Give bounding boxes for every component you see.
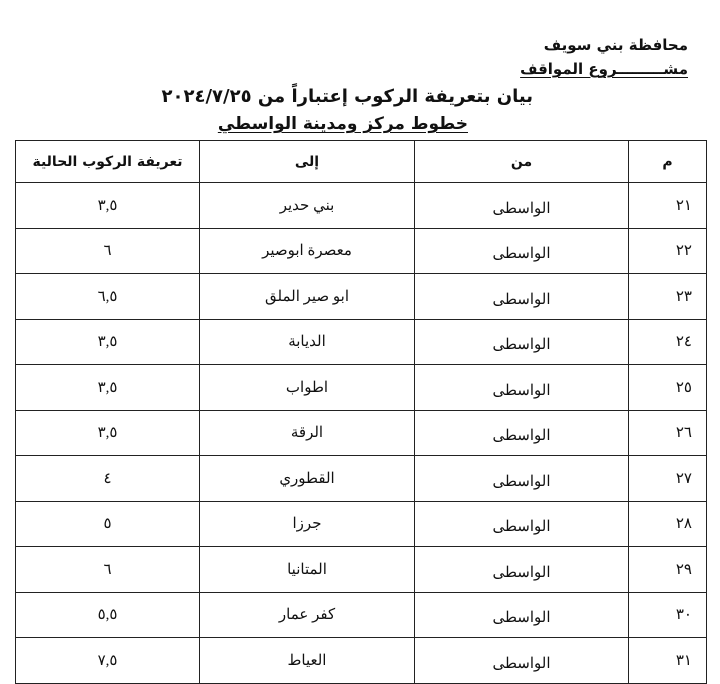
to-cell: المتانيا — [200, 547, 415, 593]
fare-cell: ٥,٥ — [16, 592, 200, 638]
table-row — [16, 319, 707, 365]
table-row — [16, 456, 707, 502]
fare-cell: ٣,٥ — [16, 319, 200, 365]
from-cell: الواسطى — [415, 228, 629, 274]
row-number-cell: ٢٥ — [629, 365, 707, 411]
fare-cell: ٣,٥ — [16, 183, 200, 229]
from-cell: الواسطى — [415, 501, 629, 547]
fare-cell: ٥ — [16, 501, 200, 547]
governorate-name: محافظة بني سويف — [543, 36, 688, 54]
column-header-from: من — [415, 141, 629, 183]
row-number-cell: ٢٢ — [629, 228, 707, 274]
fare-cell: ٧,٥ — [16, 638, 200, 684]
to-cell: ابو صير الملق — [200, 274, 415, 320]
fare-cell: ٣,٥ — [16, 365, 200, 411]
fare-cell: ٦ — [16, 547, 200, 593]
row-number-cell: ٢٦ — [629, 410, 707, 456]
table-row — [16, 501, 707, 547]
from-cell: الواسطى — [415, 319, 629, 365]
fare-cell: ٤ — [16, 456, 200, 502]
table-row — [16, 365, 707, 411]
from-cell: الواسطى — [415, 365, 629, 411]
table-header-row — [16, 141, 707, 183]
row-number-cell: ٣١ — [629, 638, 707, 684]
column-header-num: م — [629, 141, 707, 183]
table-row — [16, 638, 707, 684]
from-cell: الواسطى — [415, 638, 629, 684]
to-cell: الرقة — [200, 410, 415, 456]
from-cell: الواسطى — [415, 274, 629, 320]
fares-table — [15, 140, 707, 684]
from-cell: الواسطى — [415, 410, 629, 456]
table-row — [16, 547, 707, 593]
from-cell: الواسطى — [415, 183, 629, 229]
to-cell: اطواب — [200, 365, 415, 411]
fare-cell: ٦,٥ — [16, 274, 200, 320]
column-header-to: إلى — [200, 141, 415, 183]
to-cell: القطوري — [200, 456, 415, 502]
row-number-cell: ٢١ — [629, 183, 707, 229]
from-cell: الواسطى — [415, 456, 629, 502]
row-number-cell: ٢٧ — [629, 456, 707, 502]
fare-cell: ٣,٥ — [16, 410, 200, 456]
fare-cell: ٦ — [16, 228, 200, 274]
document-title: بيان بتعريفة الركوب إعتباراً من ٢٠٢٤/٧/٢٥ — [161, 86, 533, 107]
to-cell: معصرة ابوصير — [200, 228, 415, 274]
from-cell: الواسطى — [415, 592, 629, 638]
row-number-cell: ٢٨ — [629, 501, 707, 547]
row-number-cell: ٢٣ — [629, 274, 707, 320]
to-cell: العياط — [200, 638, 415, 684]
row-number-cell: ٣٠ — [629, 592, 707, 638]
to-cell: بني حدير — [200, 183, 415, 229]
project-name: مشـــــــــروع المواقف — [520, 60, 688, 78]
row-number-cell: ٢٤ — [629, 319, 707, 365]
column-header-fare: تعريفة الركوب الحالية — [16, 141, 200, 183]
table-row — [16, 228, 707, 274]
from-cell: الواسطى — [415, 547, 629, 593]
to-cell: كفر عمار — [200, 592, 415, 638]
table-row — [16, 183, 707, 229]
to-cell: جرزا — [200, 501, 415, 547]
to-cell: الديابة — [200, 319, 415, 365]
table-row — [16, 592, 707, 638]
table-row — [16, 410, 707, 456]
document-subtitle: خطوط مركز ومدينة الواسطي — [217, 114, 468, 134]
table-row — [16, 274, 707, 320]
row-number-cell: ٢٩ — [629, 547, 707, 593]
